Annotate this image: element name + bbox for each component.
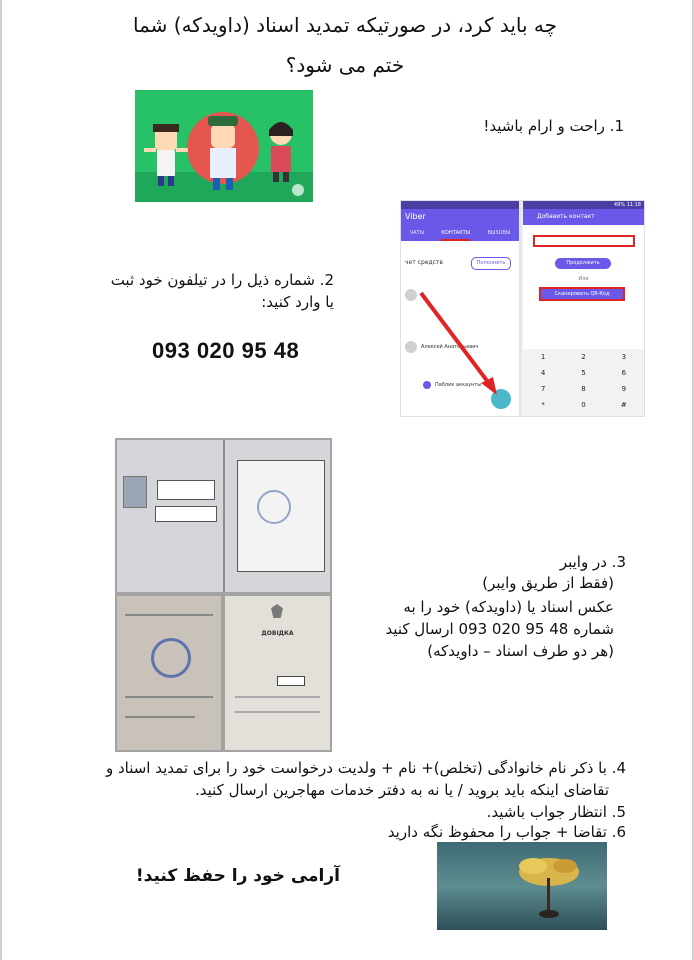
key-star[interactable]: *: [541, 401, 545, 409]
round-stamp-icon: [151, 638, 191, 678]
closing-message: آرامی خود را حفظ کنید!: [135, 866, 340, 886]
step-3-line4: شماره 48 95 020 093 ارسال کنید: [385, 620, 614, 638]
photo-stamp: [123, 476, 147, 508]
key-5[interactable]: 5: [581, 369, 586, 377]
document-photos: [115, 438, 332, 752]
contact-name[interactable]: Алексей Анатольевич: [421, 344, 479, 350]
refill-button[interactable]: Пополнить: [471, 257, 511, 270]
step-1: 1. راحت و ارام باشید!: [483, 117, 624, 135]
step-4-line2: تقاضای اینکه باید بروید / یا نه به دفتر خدمات مهاجرین ارسال کنید.: [194, 781, 609, 799]
page-title-line1: چه باید کرد، در صورتیکه تمدید اسناد (داویدکه) شما: [133, 13, 557, 37]
add-contact-header: Добавить контакт: [523, 209, 644, 225]
page-border-left: [0, 0, 2, 960]
calm-people-illustration: [135, 90, 313, 202]
tab-chats[interactable]: ЧАТЫ: [409, 230, 424, 236]
status-time: 11:18: [626, 202, 641, 208]
redacted-field: [157, 480, 215, 500]
key-1[interactable]: 1: [540, 353, 546, 361]
step-2-line2: یا وارد کنید:: [261, 293, 334, 311]
step-3-line2: (فقط از طریق وایبر): [482, 574, 614, 592]
key-2[interactable]: 2: [581, 353, 586, 361]
key-3[interactable]: 3: [621, 353, 627, 361]
hotline-phone-number: 093 020 95 48: [152, 338, 300, 363]
page-title-line2: ختم می شود؟: [285, 53, 405, 77]
key-9[interactable]: 9: [621, 385, 627, 393]
redacted-field: [155, 506, 217, 522]
step-4-line1: 4. با ذکر نام خانوادگی (تخلص)+ نام + ولدیت درخواست خود را برای تمدید اسناد و: [105, 759, 626, 777]
status-battery: 49%: [613, 202, 625, 208]
document-page-stamped: [117, 596, 221, 750]
step-5: 5. انتظار جواب باشید.: [486, 803, 626, 821]
document-page-open: [117, 440, 330, 592]
step-3-line1: 3. در وایبر: [559, 553, 626, 571]
trident-emblem-icon: [271, 604, 283, 618]
key-0[interactable]: 0: [581, 401, 586, 409]
tab-contacts[interactable]: КОНТАКТЫ: [441, 225, 470, 241]
step-3-line5: (هر دو طرف اسناد – داویدکه): [427, 642, 614, 660]
step-6: 6. تقاضا + جواب را محفوظ نگه دارید: [387, 823, 626, 841]
ink-stamp: [257, 490, 291, 524]
phone-number-input[interactable]: [533, 235, 635, 247]
tab-calls[interactable]: ВЫЗОВЫ: [487, 230, 511, 236]
scan-qr-button[interactable]: Сканировать QR-Код: [539, 287, 625, 301]
certificate-heading: ДОВІДКА: [261, 630, 294, 637]
lone-tree-picture: [437, 842, 607, 930]
key-8[interactable]: 8: [581, 385, 586, 393]
key-hash[interactable]: #: [620, 401, 627, 409]
continue-button[interactable]: Продолжить: [555, 258, 611, 269]
viber-app-name: Viber: [405, 212, 426, 221]
step-3-line3: عکس اسناد یا (داویدکه) خود را به: [403, 598, 614, 616]
dial-keypad: [523, 349, 644, 416]
step-2-line1: 2. شماره ذیل را در تیلفون خود ثبت: [110, 271, 334, 289]
or-label: Или: [578, 276, 589, 282]
key-4[interactable]: 4: [540, 369, 546, 377]
redacted-field: [277, 676, 305, 686]
public-accounts-label[interactable]: Паблик аккаунты: [435, 382, 482, 388]
balance-row-label: чет средств: [405, 259, 443, 266]
viber-add-contact-screen: [523, 201, 644, 416]
key-6[interactable]: 6: [621, 369, 627, 377]
key-7[interactable]: 7: [540, 385, 546, 393]
viber-screenshots: [400, 200, 645, 417]
viber-contacts-screen: [401, 201, 522, 416]
